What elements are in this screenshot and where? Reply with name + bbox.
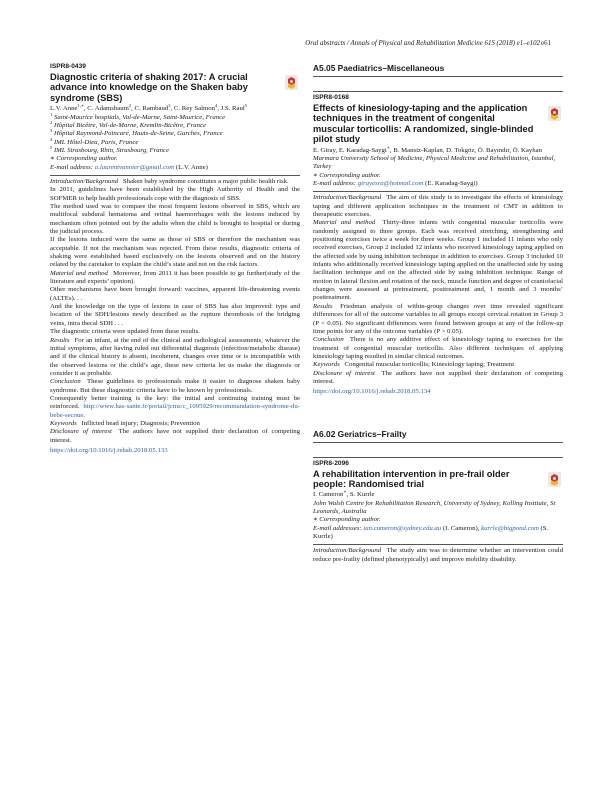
crossmark-icon[interactable] — [285, 75, 298, 90]
email-link[interactable]: girayesra@hotmail.com — [357, 180, 424, 187]
article-title: Effects of kinesiology-taping and the application techniques in the treatment of congenital muscular torticollis: A randomized, single-blinded pilot study — [313, 103, 534, 145]
abstract-paragraph: Consequently better training is the key: the initial and continuing training must be reinforced. http://www.has-sante.fr/portail/jcms/c_1095929/recommandation-syndrome-du-bebe-secoue. — [50, 394, 300, 419]
abstract-paragraph: The diagnostic criteria were updated from these results. — [50, 328, 200, 336]
section-heading: A6.02 Geriatrics–Frailty — [313, 429, 563, 443]
section-heading: A5.05 Paediatrics–Miscellaneous — [313, 63, 563, 77]
abstract-paragraph: If the lesions induced were the same as those of SBS or therefore the mechanism was acceptable. If not the mechanism was rejected. From these results, diagnostic criteria of shaking were established based exclusively on the lesions observed and on the history related by the caretaker to explain the child’s state and not on the risk factors. — [50, 236, 300, 269]
author: E. Karadag-Saygi — [338, 146, 387, 154]
corresponding-note: ∗ Corresponding author. — [313, 171, 381, 179]
abstract-paragraph: Material and method Moreover, from 2011 it has been possible to go further(study of the literature and experts’ opinion). — [50, 269, 300, 286]
abstract-paragraph: Introduction/Background The study aim was to determine whether an intervention could reduce pre-frailty (defined phenotypically) and improve mobility disability. — [313, 547, 563, 563]
abstract-paragraph: Introduction/Background Shaken baby syndrome constitutes a major public health risk. — [50, 177, 289, 185]
journal-running-title: Oral abstracts / Annals of Physical and Rehabilitation Medicine 61S (2018) e1–e102 — [305, 40, 540, 47]
article-id: ISPR8-2096 — [313, 459, 349, 467]
abstract-paragraph: Keywords Inflicted head injury; Diagnosis; Prevention — [50, 419, 200, 427]
crossmark-icon[interactable] — [548, 106, 561, 121]
reference-link[interactable]: http://www.has-sante.fr/portail/jcms/c_1095929/recommandation-syndrome-du-bebe-secoue. — [50, 403, 300, 419]
author: S. Kurrle — [349, 491, 375, 499]
author-list: L.V. Anne$^{1,∗}$, C. Adamsbaum$^2$, C. Rambaud$^3$, C. Rey Salmon$^4$, J.S. Raul$^5$ — [50, 102, 248, 113]
abstract-body — [313, 547, 563, 564]
left-column — [50, 63, 300, 455]
corresponding-note: ∗ Corresponding author. — [313, 516, 381, 524]
article-id: ISPR8-0168 — [313, 94, 349, 101]
abstract-paragraph: Conclusion These guidelines to professionals make it easier to diagnose shaken baby syndrome. But these diagnostic criteria have to be known by professionals. — [50, 378, 300, 394]
crossmark-icon[interactable] — [548, 472, 561, 487]
abstract-paragraph: Keywords Congenital muscular torticollis; Kinesiology taping; Treatment — [313, 361, 515, 369]
email-line: E-mail address: a.laurentvannier@gmail.com (L.V. Anne) — [50, 163, 208, 171]
running-head — [0, 40, 600, 54]
author: B. Mansiz-Kaplan — [393, 146, 443, 154]
author: L.V. Anne — [50, 105, 78, 113]
affiliation: $^5$ IML Strasbourg, Rhin, Strasbourg, France — [50, 144, 170, 154]
abstract-paragraph: In 2011, guidelines have been established by the High Authority of Health and the SOFMER to help health professionals cope with the diagnosis of SBS. — [50, 186, 300, 202]
author: J.S. Raul — [220, 105, 245, 113]
email-link[interactable]: ian.cameron@sydney.edu.au — [363, 524, 442, 532]
author: C. Adamsbaum — [87, 105, 129, 113]
article-title: A rehabilitation intervention in pre-frail older people: Randomised trial — [313, 468, 510, 489]
corresponding-note: ∗ Corresponding author. — [50, 155, 118, 163]
affiliation: $^3$ Hôpital Raymond-Poincaré, Hauts-de-Seine, Garches, France — [50, 128, 223, 138]
author: I. Cameron — [313, 491, 344, 499]
doi-link[interactable]: https://doi.org/10.1016/j.rehab.2018.05.133 — [50, 446, 168, 454]
abstract-paragraph: The method used was to compare the most frequent lesions observed in SBS, which are multifocal subdural hematoma and retinal haemorrhages with the lesions induced by mechanism often pointed out by the adults when the child is brought to hospital or during the judicial process. — [50, 203, 300, 236]
affiliation: Marmara University School of Medicine, Physical Medicine and Rehabilitation, Istanbul, Turkey — [313, 154, 556, 171]
divider — [313, 457, 563, 458]
abstract-paragraph: And the knowledge on the type of lesions in case of SBS has also improved: type and location of the SDH/lesions newly described as the rupture thrombosis of the bridging veins, intra thecal SDH . . . — [50, 303, 300, 327]
affiliation: $^1$ Saint-Maurice hospitals, Val-de-Marne, Saint-Maurice, France — [50, 111, 226, 121]
divider — [50, 175, 300, 176]
email-line: E-mail addresses: ian.cameron@sydney.edu.au (I. Cameron), kurrle@bigpond.com (S. Kurrle) — [313, 524, 549, 541]
article-id: ISPR8-0439 — [50, 63, 86, 70]
abstract-paragraph: Results Friedman analysis of within-group changes over time revealed significant differences for all of the outcome variables in all groups except cervical rotation in Group 3 (P < 0.05). No significant differences were found between groups at any of the follow-up time points for any of the outcome variables (P > 0.05). — [313, 302, 564, 335]
abstract-paragraph: Introduction/Background The aim of this study is to investigate the effects of kinesiology taping and different application techniques in the treatment of CMT in addition to therapeutic exercises. — [313, 194, 563, 219]
abstract-paragraph: Disclosure of interest The authors have not supplied their declaration of competing interest. — [313, 369, 563, 385]
author: C. Rey Salmon — [173, 105, 215, 113]
abstract-paragraph: Results For an infant, at the end of the clinical and radiological assessments, whatever the initial symptoms, after having ruled out differential diagnosis (infection/metabolic disease) and if the clinical history is absent, incoherent, changes over time or is incompatible with the observed lesions or the child’s age, these new criteria let us make the diagnosis or consider it as probable. — [50, 336, 300, 377]
page-number: e61 — [541, 40, 551, 47]
affiliation: $^4$ IML Hôtel-Dieu, Paris, France — [50, 136, 139, 146]
abstract-body — [50, 178, 300, 445]
divider — [313, 191, 563, 192]
abstract-paragraph: Other mechanisms have been brought forward: vaccines, apparent life-threatening events (ALTEs). . . — [50, 286, 300, 302]
abstract-paragraph: Disclosure of interest The authors have not supplied their declaration of competing interest. — [50, 428, 300, 444]
right-column — [313, 63, 563, 564]
doi-link[interactable]: https://doi.org/10.1016/j.rehab.2018.05.134 — [313, 388, 431, 396]
author: E. Giray — [313, 146, 336, 154]
abstract-paragraph: Material and method Thirty-three infants with congenital muscular torticollis were randomly assigned to three groups. Each was received stretching, strengthening and positioning exercises twice a week for three weeks. Group 1 included 11 infants who only received exercises, Group 2 included 12 infants who received kinesiology taping applied on the affected side by using inhibition technique in addition to exercises. Group 3 included 10 infants who additionally received kinesiology taping applied on the unaffected side by using facilitation technique and on the affected side by using inhibition technique. Range of motion in lateral flexion and rotation of the neck, muscle function and degree of craniofacial changes were assessed at pretreatment, posttreatment and, 1 month and 3 months’ posttreatment. — [313, 219, 564, 302]
author: Ö. Kayhan — [512, 146, 542, 154]
email-line: E-mail address: girayesra@hotmail.com (E. Karadag-Saygi) — [313, 180, 478, 187]
divider — [313, 91, 563, 92]
abstract-paragraph: Conclusion There is no any additive effect of kinesiology taping to exercises for the treatment of congenital muscular torticollis. Also different techniques of applying kinesiology taping resulted in similar clinical outcomes. — [313, 336, 563, 360]
affiliation: $^2$ Hôpital Bicêtre, Val-de-Marne, Kremlin-Bicêtre, France — [50, 119, 206, 129]
affiliation: John Walsh Centre for Rehabilitation Research, University of Sydney, Kolling Institute, St Leonards, Australia — [313, 499, 556, 516]
article-title: Diagnostic criteria of shaking 2017: A crucial advance into knowledge on the Shaken baby syndrome (SBS) — [50, 72, 248, 103]
author: D. Tokgöz — [446, 146, 475, 154]
email-link[interactable]: kurrle@bigpond.com — [481, 524, 539, 532]
email-link[interactable]: a.laurentvannier@gmail.com — [94, 163, 175, 171]
author: C. Rambaud — [134, 105, 169, 113]
author-list: I. Cameron∗, S. Kurrle — [313, 489, 375, 499]
author: Ö. Bayındır — [477, 146, 510, 154]
divider — [313, 544, 563, 545]
author-list: E. Giray, E. Karadag-Saygi∗, B. Mansiz-Kaplan, D. Tokgöz, Ö. Bayındır, Ö. Kayhan — [313, 144, 542, 154]
abstract-body — [313, 194, 563, 386]
